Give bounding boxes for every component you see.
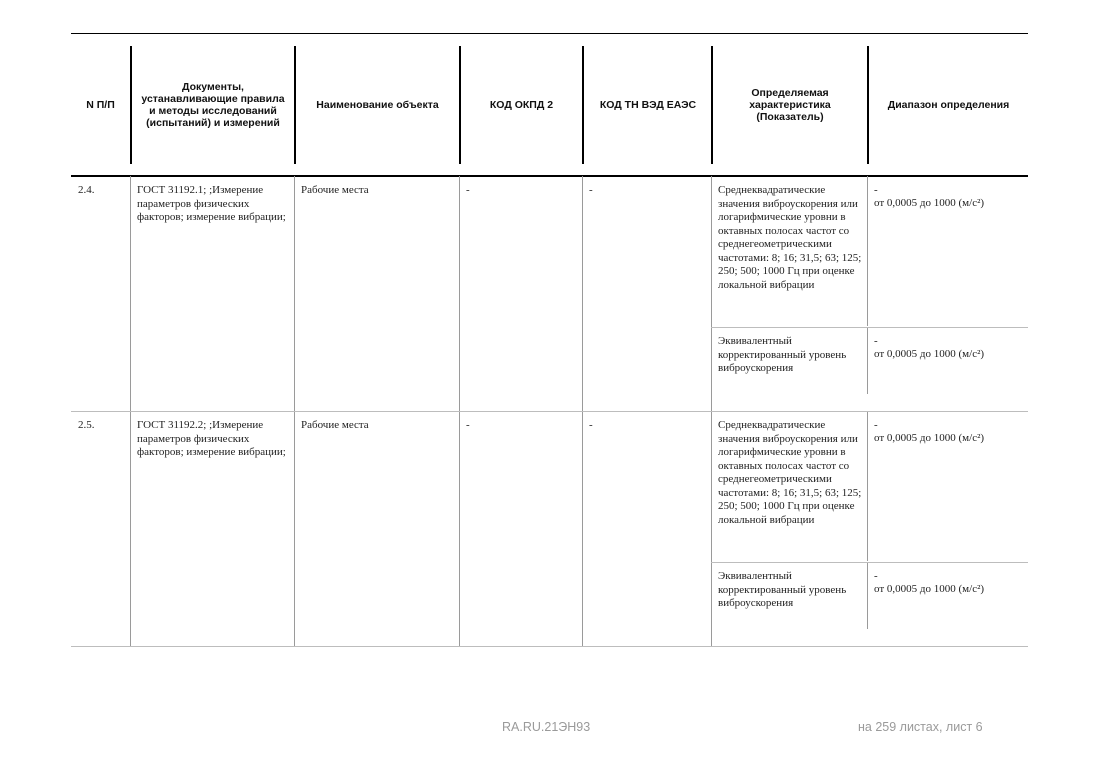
row-okpd: -: [466, 419, 470, 431]
row-characteristic: Эквивалентный корректированный уровень виброускорения: [718, 335, 847, 374]
row-range-dash: -: [874, 419, 878, 431]
row-range: от 0,0005 до 1000 (м/с²): [874, 432, 985, 444]
subrow-divider: [711, 327, 1028, 328]
subrow-divider: [711, 562, 1028, 563]
header-okpd: КОД ОКПД 2: [489, 99, 554, 111]
header-characteristic: Определяемая характеристика (Показатель): [749, 87, 831, 123]
row-range: от 0,0005 до 1000 (м/с²): [874, 583, 985, 595]
row-characteristic: Среднеквадратические значения виброускорения или логарифмические уровни в октавных полосах частот со среднегеометрическими частотами: 8; 16; 31,5; 63; 125; 250; 500; 1000 Гц при оценке локальной вибрации: [718, 419, 862, 526]
header-tnved: КОД ТН ВЭД ЕАЭС: [599, 99, 697, 111]
row-tnved: -: [589, 419, 593, 431]
column-divider: [867, 176, 868, 326]
row-divider: [71, 646, 1028, 647]
row-range-dash: -: [874, 570, 878, 582]
row-range-dash: -: [874, 335, 878, 347]
row-range: от 0,0005 до 1000 (м/с²): [874, 348, 985, 360]
top-rule: [71, 33, 1028, 34]
row-characteristic: Эквивалентный корректированный уровень виброускорения: [718, 570, 847, 609]
row-docs: ГОСТ 31192.2; ;Измерение параметров физических факторов; измерение вибрации;: [137, 419, 286, 458]
footer-doc-id: RA.RU.21ЭН93: [502, 720, 591, 734]
row-tnved: -: [589, 184, 593, 196]
header-num: N П/П: [86, 99, 115, 111]
row-object: Рабочие места: [301, 184, 369, 196]
row-docs: ГОСТ 31192.1; ;Измерение параметров физических факторов; измерение вибрации;: [137, 184, 286, 223]
column-divider: [867, 411, 868, 561]
row-number: 2.4.: [78, 184, 95, 196]
header-range: Диапазон определения: [887, 99, 1010, 111]
row-divider: [71, 411, 1028, 412]
header-docs: Документы, устанавливающие правила и методы исследований (испытаний) и измерений: [141, 81, 285, 129]
column-divider: [867, 563, 868, 629]
header-object: Наименование объекта: [316, 99, 439, 111]
row-range: от 0,0005 до 1000 (м/с²): [874, 197, 985, 209]
footer-sheets: на 259 листах, лист 6: [858, 720, 983, 734]
row-okpd: -: [466, 184, 470, 196]
column-divider: [867, 328, 868, 394]
row-number: 2.5.: [78, 419, 95, 431]
header-rule: [71, 175, 1028, 177]
row-characteristic: Среднеквадратические значения виброускорения или логарифмические уровни в октавных полосах частот со среднегеометрическими частотами: 8; 16; 31,5; 63; 125; 250; 500; 1000 Гц при оценке локальной вибрации: [718, 184, 862, 291]
row-object: Рабочие места: [301, 419, 369, 431]
row-range-dash: -: [874, 184, 878, 196]
